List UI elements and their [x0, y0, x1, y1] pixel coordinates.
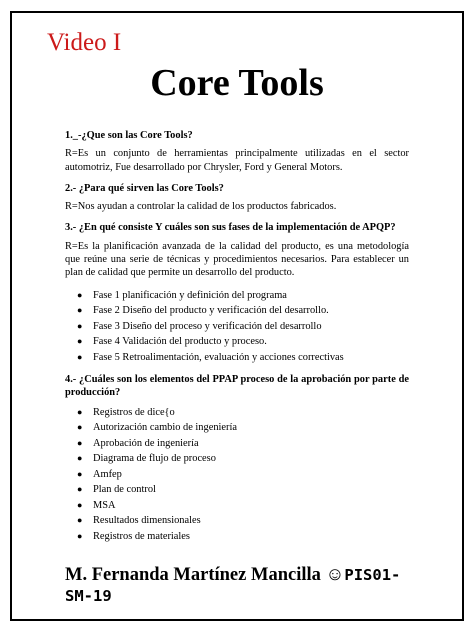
- video-label: Video I: [47, 29, 122, 56]
- list-item: ● Fase 4 Validación del producto y proceso.: [65, 334, 409, 350]
- question-2: 2.- ¿Para qué sirven las Core Tools?: [65, 182, 224, 194]
- course-code: PIS01-SM-19: [65, 566, 401, 605]
- list-item: ● Aprobación de ingeniería: [65, 436, 409, 452]
- list-item: ● Plan de control: [65, 482, 409, 498]
- question-3: 3.- ¿En qué consiste Y cuáles son sus fases de la implementación de APQP?: [65, 222, 396, 234]
- question-1: 1._-¿Que son las Core Tools?: [65, 130, 193, 141]
- list-item: ● Fase 5 Retroalimentación, evaluación y acciones correctivas: [65, 350, 409, 366]
- bullet-icon: ●: [77, 437, 83, 448]
- bullet-icon: ●: [77, 530, 83, 541]
- answer-2: R=Nos ayudan a controlar la calidad de los productos fabricados.: [65, 201, 337, 213]
- list-item: ● Amfep: [65, 467, 409, 483]
- page-title: Core Tools: [150, 62, 324, 104]
- list-item: ● Fase 2 Diseño del producto y verificación del desarrollo.: [65, 303, 409, 319]
- question-4: 4.- ¿Cuáles son los elementos del PPAP proceso de la aprobación por parte de producción?: [65, 374, 409, 399]
- bullet-icon: ●: [77, 336, 83, 347]
- list-item: ● Diagrama de flujo de proceso: [65, 451, 409, 467]
- bullet-icon: ●: [77, 289, 83, 300]
- bullet-icon: ●: [77, 406, 83, 417]
- bullet-icon: ●: [77, 468, 83, 479]
- bullet-icon: ●: [77, 305, 83, 316]
- list-item: ● Resultados dimensionales: [65, 513, 409, 529]
- answer-3: R=Es la planificación avanzada de la calidad del producto, es una metodología que reúne una serie de técnicas y procedimientos necesarios. Para establecer un plan de calidad que permite un desarrollo del producto.: [65, 240, 409, 279]
- bullet-icon: ●: [77, 499, 83, 510]
- list-item: ● Registros de materiales: [65, 529, 409, 545]
- list-item: ● Registros de dice{o: [65, 405, 409, 421]
- answer-1: R=Es un conjunto de herramientas principalmente utilizadas en el sector automotriz, Fue desarrollado por Chrysler, Ford y General Motors.: [65, 148, 409, 173]
- apqp-phase-list: [65, 288, 409, 366]
- bullet-icon: ●: [77, 320, 83, 331]
- smiley-icon: ☺: [325, 565, 345, 585]
- bullet-icon: ●: [77, 453, 83, 464]
- bullet-icon: ●: [77, 422, 83, 433]
- document-page: [10, 11, 464, 621]
- ppap-element-list: [65, 405, 409, 545]
- qa-content: [65, 129, 409, 544]
- list-item: ● Fase 1 planificación y definición del programa: [65, 288, 409, 304]
- list-item: ● Fase 3 Diseño del proceso y verificación del desarrollo: [65, 319, 409, 335]
- bullet-icon: ●: [77, 515, 83, 526]
- list-item: ● Autorización cambio de ingeniería: [65, 420, 409, 436]
- author-footer: [65, 565, 409, 607]
- list-item: ● MSA: [65, 498, 409, 514]
- bullet-icon: ●: [77, 351, 83, 362]
- bullet-icon: ●: [77, 484, 83, 495]
- author-name: M. Fernanda Martínez Mancilla: [65, 565, 326, 585]
